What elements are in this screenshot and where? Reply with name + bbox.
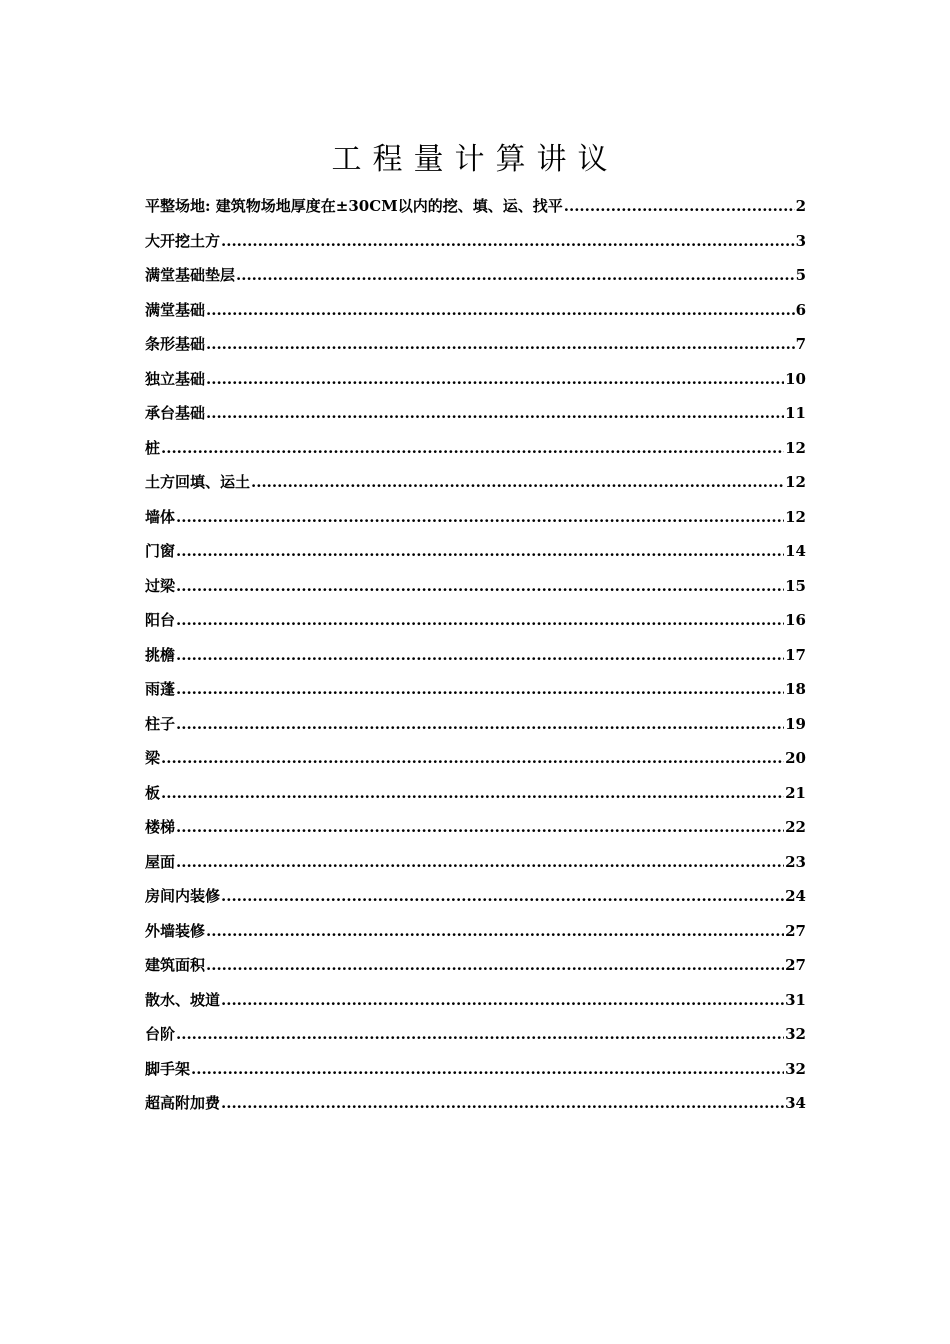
toc-dot-leader: [176, 1018, 784, 1050]
toc-entry-page: 10: [785, 369, 806, 388]
toc-entry-label: 土方回填、运土: [145, 473, 251, 491]
toc-entry[interactable]: [145, 432, 806, 467]
toc-entry[interactable]: [145, 570, 806, 605]
toc-entry[interactable]: [145, 742, 806, 777]
toc-entry-page: 32: [785, 1059, 806, 1078]
toc-entry-page: 31: [785, 990, 806, 1009]
toc-entry-label: 过梁: [145, 576, 176, 595]
toc-entry-page: 11: [785, 404, 806, 422]
toc-entry[interactable]: [145, 846, 806, 881]
toc-entry-label: 挑檐: [145, 645, 176, 664]
toc-entry-label: 大开挖土方: [145, 231, 221, 250]
toc-entry-page: 12: [785, 507, 806, 526]
toc-entry-page: 18: [785, 680, 806, 698]
toc-entry-label: 雨蓬: [145, 680, 176, 698]
toc-dot-leader: [176, 846, 784, 878]
toc-entry[interactable]: [145, 639, 806, 674]
toc-dot-leader: [176, 604, 784, 636]
toc-entry-label: 独立基础: [145, 369, 206, 388]
toc-entry-label: 墙体: [145, 507, 176, 526]
toc-entry-page: 6: [795, 300, 806, 319]
toc-entry[interactable]: [145, 328, 806, 363]
toc-entry[interactable]: [145, 949, 806, 984]
toc-entry-label: 外墙装修: [145, 921, 206, 940]
toc-entry[interactable]: [145, 1053, 806, 1088]
toc-entry[interactable]: [145, 225, 806, 260]
toc-entry-label: 房间内装修: [145, 887, 221, 905]
toc-dot-leader: [191, 1053, 784, 1085]
toc-entry-page: 3: [795, 231, 806, 250]
toc-entry-label: 楼梯: [145, 818, 176, 836]
toc-entry-label: 屋面: [145, 852, 176, 871]
toc-entry-label: 柱子: [145, 714, 176, 733]
toc-entry-page: 22: [785, 818, 806, 836]
toc-dot-leader: [206, 363, 784, 395]
toc-entry[interactable]: [145, 880, 806, 915]
toc-entry[interactable]: [145, 984, 806, 1019]
toc-entry[interactable]: [145, 1087, 806, 1122]
toc-entry-page: 16: [785, 611, 806, 629]
toc-entry[interactable]: [145, 777, 806, 812]
toc-dot-leader: [176, 501, 784, 533]
toc-entry-page: 2: [795, 197, 806, 215]
toc-entry[interactable]: [145, 604, 806, 639]
toc-entry-page: 15: [785, 576, 806, 595]
toc-entry[interactable]: [145, 294, 806, 329]
toc-entry-page: 19: [785, 714, 806, 733]
toc-entry-page: 27: [785, 956, 806, 974]
toc-entry[interactable]: [145, 466, 806, 501]
toc-dot-leader: [176, 639, 784, 671]
toc-entry[interactable]: [145, 363, 806, 398]
toc-entry-page: 24: [785, 887, 806, 905]
toc-dot-leader: [176, 708, 784, 740]
toc-entry-label: 超高附加费: [145, 1094, 221, 1112]
toc-entry-page: 17: [785, 645, 806, 664]
toc-dot-leader: [251, 466, 784, 498]
document-title: 工程量计算讲议: [331, 142, 619, 177]
toc-entry-page: 21: [785, 783, 806, 802]
toc-dot-leader: [176, 570, 784, 602]
toc-entry[interactable]: [145, 708, 806, 743]
toc-dot-leader: [161, 777, 784, 809]
toc-dot-leader: [221, 1087, 784, 1119]
toc-entry-page: 12: [785, 438, 806, 457]
toc-entry-label: 阳台: [145, 611, 176, 629]
toc-entry-page: 23: [785, 852, 806, 871]
toc-entry-label: 散水、坡道: [145, 990, 221, 1009]
toc-dot-leader: [221, 225, 795, 257]
toc-dot-leader: [221, 984, 784, 1016]
toc-entry-label: 平整场地: 建筑物场地厚度在±30CM以内的挖、填、运、找平: [145, 197, 563, 215]
toc-entry-label: 脚手架: [145, 1059, 191, 1078]
toc-entry-page: 20: [785, 749, 806, 767]
toc-entry-page: 7: [795, 335, 806, 353]
toc-entry-label: 门窗: [145, 542, 176, 560]
toc-dot-leader: [206, 397, 784, 429]
toc-entry-label: 梁: [145, 749, 161, 767]
toc-entry-page: 14: [785, 542, 806, 560]
toc-entry-label: 承台基础: [145, 404, 206, 422]
toc-entry[interactable]: [145, 501, 806, 536]
toc-entry-label: 满堂基础垫层: [145, 266, 236, 284]
toc-dot-leader: [206, 328, 795, 360]
toc-entry-page: 5: [795, 266, 806, 284]
toc-dot-leader: [206, 294, 795, 326]
toc-dot-leader: [236, 259, 795, 291]
toc-dot-leader: [176, 673, 784, 705]
toc-entry[interactable]: [145, 915, 806, 950]
toc-entry[interactable]: [145, 673, 806, 708]
toc-dot-leader: [161, 432, 784, 464]
toc-entry[interactable]: [145, 535, 806, 570]
toc-dot-leader: [176, 811, 784, 843]
toc-dot-leader: [206, 949, 784, 981]
toc-entry[interactable]: [145, 1018, 806, 1053]
toc-entry-label: 台阶: [145, 1025, 176, 1043]
toc-entry-label: 板: [145, 783, 161, 802]
table-of-contents: [145, 190, 806, 1122]
toc-entry-label: 桩: [145, 438, 161, 457]
toc-entry-label: 满堂基础: [145, 300, 206, 319]
toc-dot-leader: [206, 915, 784, 947]
toc-entry-page: 32: [785, 1025, 806, 1043]
toc-entry-page: 12: [785, 473, 806, 491]
toc-dot-leader: [564, 190, 795, 222]
toc-entry[interactable]: [145, 190, 806, 225]
toc-entry-label: 条形基础: [145, 335, 206, 353]
toc-entry[interactable]: [145, 397, 806, 432]
toc-dot-leader: [176, 535, 784, 567]
toc-dot-leader: [221, 880, 784, 912]
toc-entry-page: 27: [785, 921, 806, 940]
toc-entry-page: 34: [785, 1094, 806, 1112]
toc-entry-label: 建筑面积: [145, 956, 206, 974]
toc-dot-leader: [161, 742, 784, 774]
toc-entry[interactable]: [145, 259, 806, 294]
toc-entry[interactable]: [145, 811, 806, 846]
